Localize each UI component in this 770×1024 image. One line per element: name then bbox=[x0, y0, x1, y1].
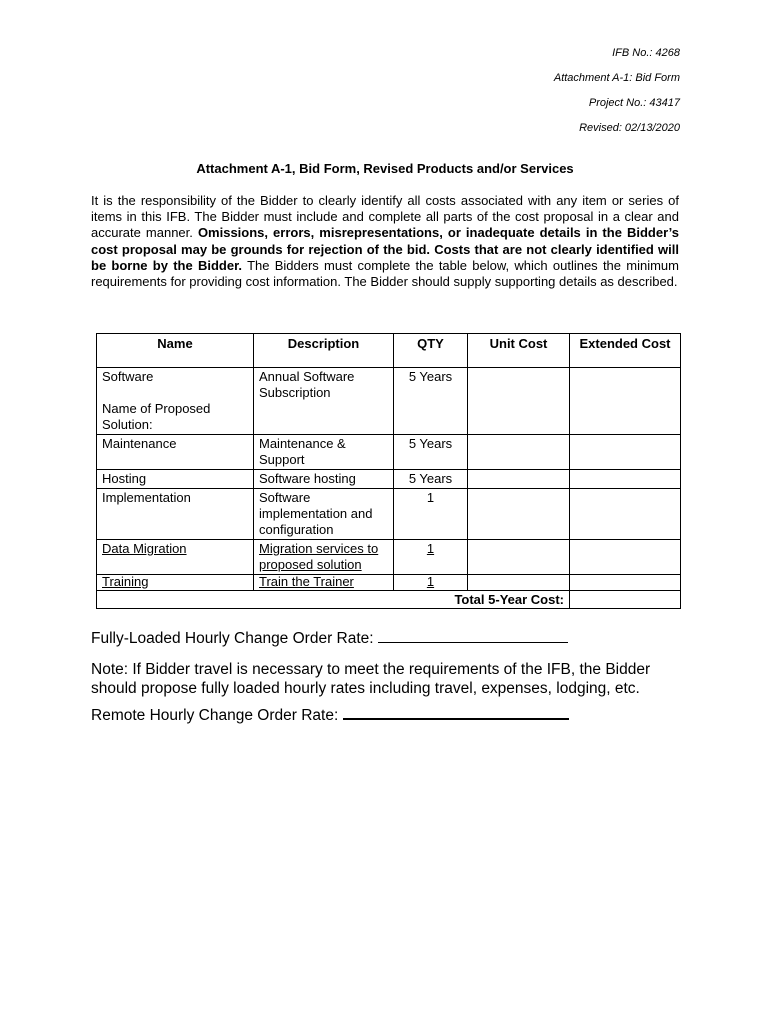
extended-cost-cell[interactable] bbox=[570, 435, 681, 470]
document-title: Attachment A-1, Bid Form, Revised Products and/or Services bbox=[196, 161, 574, 176]
row-name-extra: Name of Proposed Solution: bbox=[102, 401, 211, 432]
row-description: Maintenance & Support bbox=[254, 435, 394, 470]
intro-bold-text: Omissions, errors, misrepresentations, or inadequate details in the Bidder’s cost proposal may be grounds for rejection of the bid. Costs that are not clearly identified will be borne by the Bidder. bbox=[91, 225, 679, 273]
ifb-number: IFB No.: 4268 bbox=[612, 47, 680, 59]
row-name: Hosting bbox=[97, 470, 254, 489]
row-description: Migration services to proposed solution bbox=[254, 540, 394, 575]
intro-text-2: The Bidders must complete the table below, which outlines the minimum requirements for providing cost information. The Bidder should supply supporting details as described. bbox=[91, 257, 679, 290]
intro-paragraph bbox=[91, 193, 679, 290]
extended-cost-cell[interactable] bbox=[570, 575, 681, 591]
row-description: Software hosting bbox=[254, 470, 394, 489]
row-description: Train the Trainer bbox=[254, 575, 394, 591]
table-row bbox=[97, 435, 681, 470]
fully-loaded-rate-input[interactable] bbox=[378, 630, 568, 643]
unit-cost-cell[interactable] bbox=[468, 470, 570, 489]
row-name: Data Migration bbox=[97, 540, 254, 575]
table-row bbox=[97, 489, 681, 540]
attachment-label: Attachment A-1: Bid Form bbox=[553, 72, 680, 84]
fully-loaded-rate-label: Fully-Loaded Hourly Change Order Rate: bbox=[91, 630, 378, 647]
table-header-row bbox=[97, 334, 681, 368]
col-header-extended-cost: Extended Cost bbox=[570, 334, 681, 368]
row-qty: 5 Years bbox=[394, 435, 468, 470]
row-qty: 1 bbox=[394, 540, 468, 575]
unit-cost-cell[interactable] bbox=[468, 540, 570, 575]
unit-cost-cell[interactable] bbox=[468, 575, 570, 591]
project-number: Project No.: 43417 bbox=[588, 97, 680, 109]
row-qty: 1 bbox=[394, 489, 468, 540]
travel-note: Note: If Bidder travel is necessary to meet the requirements of the IFB, the Bidder should propose fully loaded hourly rates including travel, expenses, lodging, etc. bbox=[91, 661, 651, 697]
row-qty: 1 bbox=[394, 575, 468, 591]
row-name: Training bbox=[97, 575, 254, 591]
unit-cost-cell[interactable] bbox=[468, 489, 570, 540]
intro-text-1: It is the responsibility of the Bidder to clearly identify all costs associated with any item or series of items in this IFB. The Bidder must include and complete all parts of the cost proposal in a clear and accurate manner. bbox=[91, 193, 679, 241]
extended-cost-cell[interactable] bbox=[570, 489, 681, 540]
extended-cost-cell[interactable] bbox=[570, 368, 681, 435]
remote-rate-label: Remote Hourly Change Order Rate: bbox=[91, 707, 343, 724]
remote-rate-line bbox=[91, 706, 569, 725]
table-row bbox=[97, 368, 681, 435]
fully-loaded-rate-line bbox=[91, 630, 568, 648]
row-name bbox=[97, 368, 254, 435]
extended-cost-cell[interactable] bbox=[570, 540, 681, 575]
total-cost-cell[interactable] bbox=[570, 591, 681, 609]
row-description: Annual Software Subscription bbox=[254, 368, 394, 435]
row-name: Maintenance bbox=[97, 435, 254, 470]
table-row bbox=[97, 575, 681, 591]
row-name-text: Software bbox=[102, 369, 154, 384]
revised-date: Revised: 02/13/2020 bbox=[579, 122, 680, 134]
unit-cost-cell[interactable] bbox=[468, 435, 570, 470]
row-qty: 5 Years bbox=[394, 368, 468, 435]
row-name: Implementation bbox=[97, 489, 254, 540]
row-qty: 5 Years bbox=[394, 470, 468, 489]
bid-table bbox=[96, 333, 681, 609]
col-header-name: Name bbox=[97, 334, 254, 368]
col-header-unit-cost: Unit Cost bbox=[468, 334, 570, 368]
table-row bbox=[97, 540, 681, 575]
total-label: Total 5-Year Cost: bbox=[97, 591, 570, 609]
extended-cost-cell[interactable] bbox=[570, 470, 681, 489]
col-header-description: Description bbox=[254, 334, 394, 368]
table-row bbox=[97, 470, 681, 489]
total-row bbox=[97, 591, 681, 609]
remote-rate-input[interactable] bbox=[343, 706, 569, 720]
unit-cost-cell[interactable] bbox=[468, 368, 570, 435]
row-description: Software implementation and configuration bbox=[254, 489, 394, 540]
col-header-qty: QTY bbox=[394, 334, 468, 368]
